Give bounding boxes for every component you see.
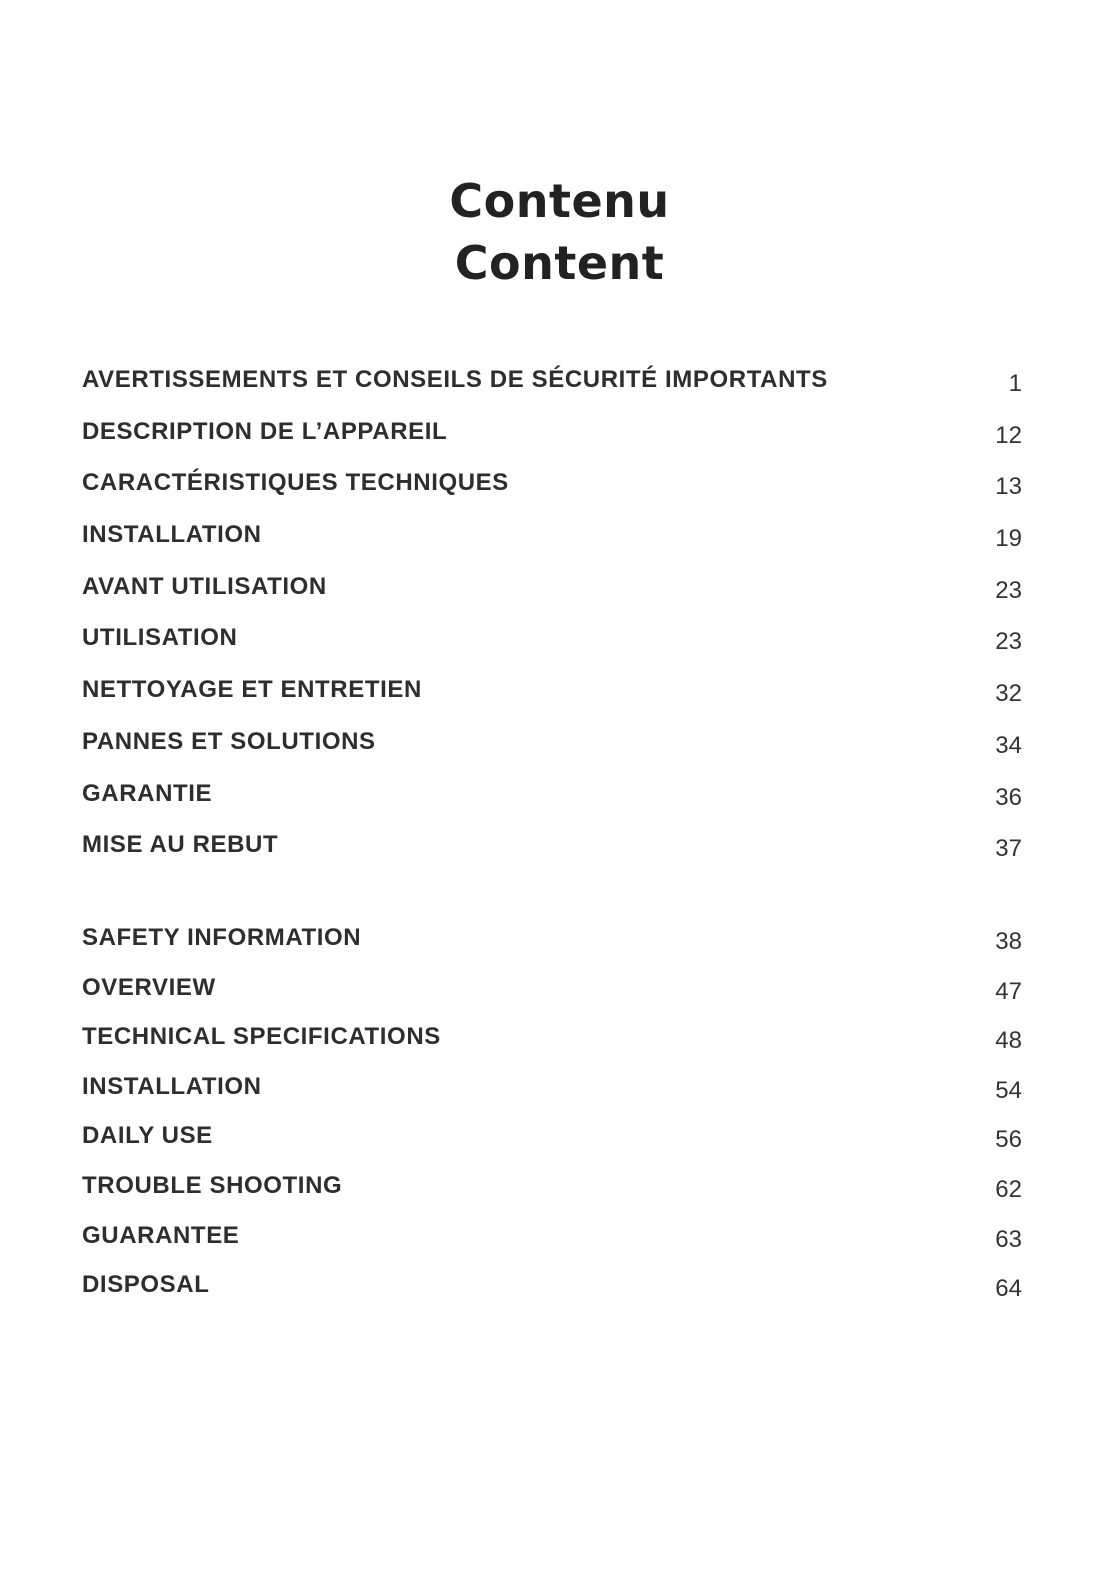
toc-entry-label: AVERTISSEMENTS ET CONSEILS DE SÉCURITÉ IMPORTANTS	[82, 366, 828, 393]
toc-entry-page: 62	[995, 1175, 1022, 1203]
toc-entry-label: GUARANTEE	[82, 1221, 240, 1249]
toc-entry[interactable]	[82, 918, 1022, 968]
toc-entry-page: 48	[995, 1027, 1022, 1055]
toc-entry-label: UTILISATION	[82, 624, 238, 652]
toc-entry-label: PANNES ET SOLUTIONS	[82, 727, 376, 755]
toc-entry-page: 13	[995, 473, 1022, 501]
toc-entry-page: 1	[1008, 370, 1022, 397]
toc-entry-page: 47	[995, 977, 1022, 1005]
toc-entry[interactable]	[82, 515, 1022, 567]
toc-entry[interactable]	[82, 774, 1022, 826]
toc-entry-page: 19	[995, 525, 1022, 553]
toc-entry-page: 37	[995, 835, 1022, 863]
toc-entry-label: AVANT UTILISATION	[82, 572, 327, 600]
toc-entry-page: 38	[995, 928, 1022, 955]
toc-entry-page: 56	[995, 1126, 1022, 1154]
toc-entry-label: DISPOSAL	[82, 1271, 210, 1299]
toc-entry-page: 36	[995, 783, 1022, 811]
toc-entry-page: 54	[995, 1076, 1022, 1104]
toc-entry[interactable]	[82, 618, 1022, 670]
toc-entry-page: 12	[995, 421, 1022, 449]
toc-entry-label: SAFETY INFORMATION	[82, 924, 362, 951]
toc-entry-page: 32	[995, 680, 1022, 708]
toc-entry[interactable]	[82, 463, 1022, 515]
toc-entry-label: DAILY USE	[82, 1122, 213, 1150]
toc-entry[interactable]	[82, 968, 1022, 1018]
toc-entry-label: INSTALLATION	[82, 1072, 262, 1100]
toc-entry[interactable]	[82, 1216, 1022, 1266]
toc-entry-page: 63	[995, 1225, 1022, 1253]
toc-entry-page: 64	[995, 1275, 1022, 1303]
toc-entry-label: GARANTIE	[82, 779, 213, 807]
toc-entry[interactable]	[82, 567, 1022, 619]
toc-entry[interactable]	[82, 825, 1022, 877]
toc-entry[interactable]	[82, 1166, 1022, 1216]
toc-english	[82, 918, 1022, 1315]
toc-entry-label: NETTOYAGE ET ENTRETIEN	[82, 676, 422, 704]
toc-entry[interactable]	[82, 1067, 1022, 1117]
toc-entry[interactable]	[82, 1116, 1022, 1166]
toc-entry-label: DESCRIPTION DE L’APPAREIL	[82, 417, 448, 445]
toc-entry-page: 34	[995, 731, 1022, 759]
toc-entry[interactable]	[82, 412, 1022, 464]
toc-entry-label: CARACTÉRISTIQUES TECHNIQUES	[82, 469, 509, 497]
toc-entry-label: MISE AU REBUT	[82, 831, 279, 859]
toc-entry[interactable]	[82, 360, 1022, 412]
toc-entry-label: TROUBLE SHOOTING	[82, 1171, 343, 1199]
toc-entry-label: TECHNICAL SPECIFICATIONS	[82, 1023, 441, 1051]
toc-entry[interactable]	[82, 1265, 1022, 1315]
toc-entry-page: 23	[995, 576, 1022, 604]
toc-entry-label: INSTALLATION	[82, 521, 262, 549]
toc-entry[interactable]	[82, 670, 1022, 722]
toc-entry[interactable]	[82, 722, 1022, 774]
toc-entry-page: 23	[995, 628, 1022, 656]
title-french: Contenu	[449, 174, 670, 228]
toc-entry[interactable]	[82, 1017, 1022, 1067]
toc-french	[82, 360, 1022, 877]
toc-entry-label: OVERVIEW	[82, 973, 216, 1001]
page-title	[0, 170, 1119, 294]
title-english: Content	[454, 236, 665, 290]
